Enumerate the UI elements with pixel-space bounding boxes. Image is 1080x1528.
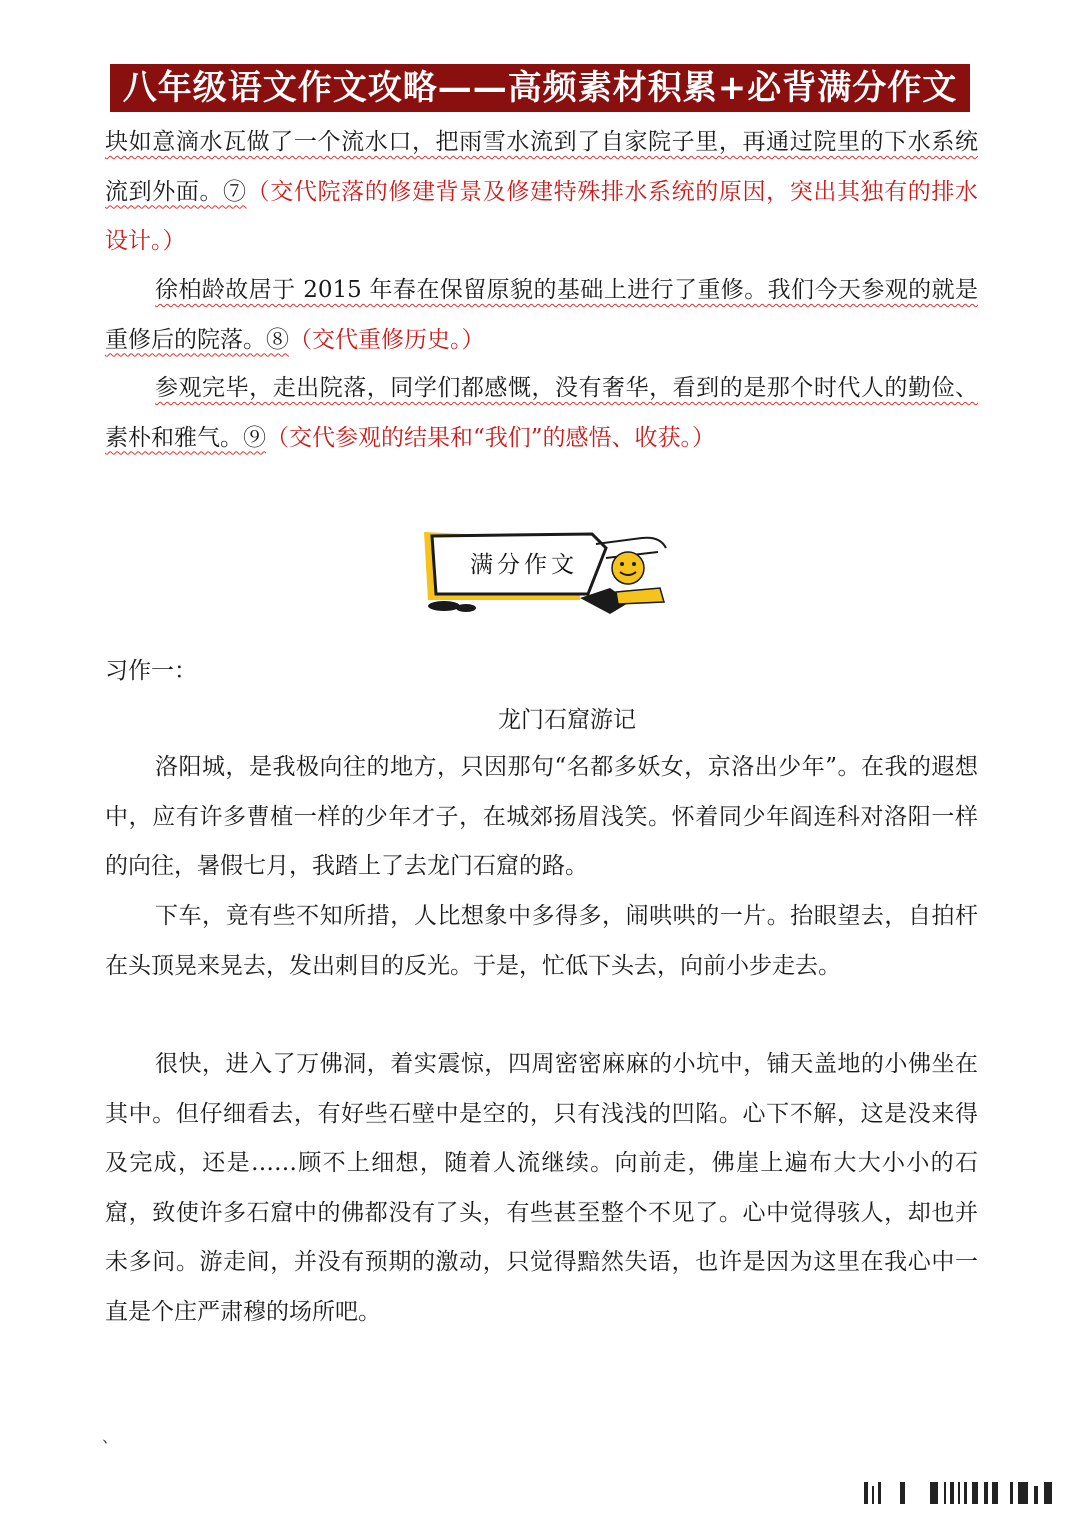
note-paragraph-1	[105, 118, 978, 267]
smiley-icon	[612, 552, 644, 584]
essay-label: 习作一：	[105, 658, 197, 684]
barcode-decoration	[860, 1480, 1060, 1508]
essay-paragraph-1: 洛阳城，是我极向往的地方，只因那句“名都多妖女，京洛出少年”。在我的遐想中，应有许多曹植一样的少年才子，在城郊扬眉浅笑。怀着同少年阎连科对洛阳一样的向往，暑假七月，我踏上了去龙门石窟的路。	[105, 754, 978, 879]
header-banner: 八年级语文作文攻略——高频素材积累+必背满分作文	[110, 64, 970, 112]
note-paragraph-2	[105, 266, 978, 365]
note-text-2: 徐柏龄故居于 2015 年春在保留原貌的基础上进行了重修。我们今天参观的就是重修后的院落。⑧	[105, 277, 978, 353]
essay-paragraph-3: 很快，进入了万佛洞，着实震惊，四周密密麻麻的小坑中，铺天盖地的小佛坐在其中。但仔细看去，有好些石壁中是空的，只有浅浅的凹陷。心下不解，这是没来得及完成，还是……顾不上细想，随着人流继续。向前走，佛崖上遍布大大小小的石窟，致使许多石窟中的佛都没有了头，有些甚至整个不见了。心中觉得骇人，却也并未多问。游走间，并没有预期的激动，只觉得黯然失语，也许是因为这里在我心中一直是个庄严肃穆的场所吧。	[105, 1051, 978, 1325]
note-text-1: 块如意滴水瓦做了一个流水口，把雨雪水流到了自家院子里，再通过院里的下水系统流到外面。⑦	[105, 129, 978, 205]
stray-mark: 、	[102, 1427, 119, 1446]
essay-paragraph-2: 下车，竟有些不知所措，人比想象中多得多，闹哄哄的一片。抬眼望去，自拍杆在头顶晃来晃去，发出刺目的反光。于是，忙低下头去，向前小步走去。	[105, 903, 978, 979]
note-text-3: 参观完毕，走出院落，同学们都感慨，没有奢华，看到的是那个时代人的勤俭、素朴和雅气。⑨	[105, 375, 978, 451]
badge-label: 满分作文	[470, 552, 578, 578]
note-annotation-3: （交代参观的结果和“我们”的感悟、收获。）	[266, 424, 716, 451]
essay-title: 龙门石窟游记	[498, 707, 636, 733]
note-paragraph-3	[105, 364, 978, 463]
note-annotation-2: （交代重修历史。）	[289, 326, 485, 353]
note-annotation-1: （交代院落的修建背景及修建特殊排水系统的原因，突出其独有的排水设计。）	[105, 178, 979, 254]
